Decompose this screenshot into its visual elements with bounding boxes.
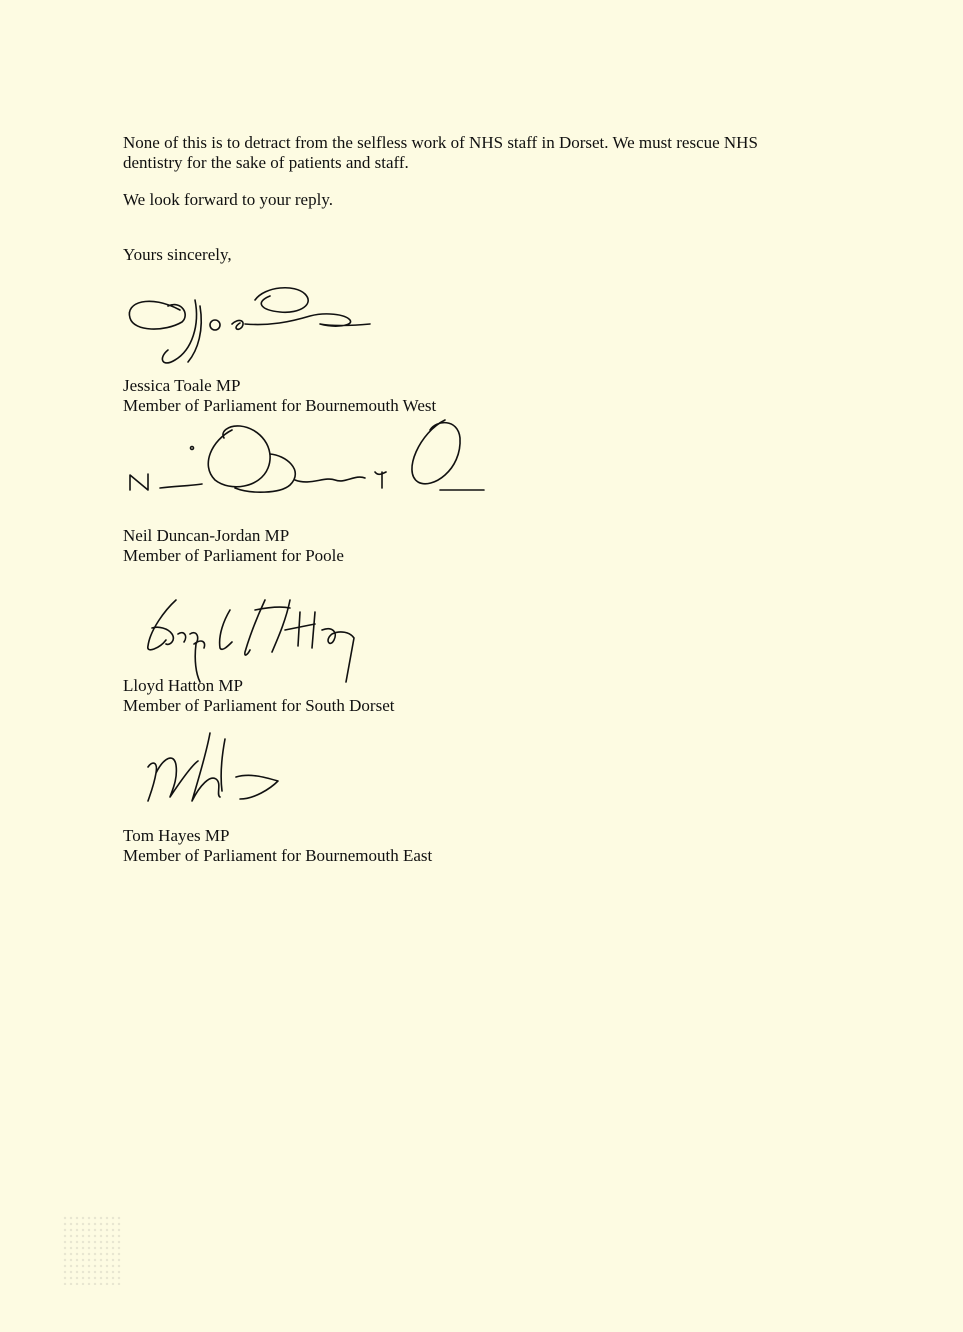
- signature-jessica-toale: [120, 280, 380, 375]
- signatory-role-2: Member of Parliament for Poole: [123, 546, 344, 565]
- reply-line: We look forward to your reply.: [123, 190, 333, 209]
- signatory-role-1: Member of Parliament for Bournemouth West: [123, 396, 437, 415]
- signatory-name-2: Neil Duncan-Jordan MP: [123, 526, 290, 545]
- signatory-name-3: Lloyd Hatton MP: [123, 676, 243, 695]
- signatory-name-1: Jessica Toale MP: [123, 376, 241, 395]
- signatory-role-4: Member of Parliament for Bournemouth East: [123, 846, 433, 865]
- signature-neil-duncan-jordan: [120, 410, 490, 505]
- signatory-role-3: Member of Parliament for South Dorset: [123, 696, 395, 715]
- closing-paragraph-line-1: None of this is to detract from the selfless work of NHS staff in Dorset. We must rescue NHS: [123, 133, 758, 152]
- signatory-name-4: Tom Hayes MP: [123, 826, 230, 845]
- signature-tom-hayes: [140, 725, 290, 810]
- signature-lloyd-hatton: [140, 590, 370, 685]
- sign-off: Yours sincerely,: [123, 245, 232, 264]
- scan-texture: [62, 1215, 122, 1285]
- closing-paragraph-line-2: dentistry for the sake of patients and staff.: [123, 153, 409, 172]
